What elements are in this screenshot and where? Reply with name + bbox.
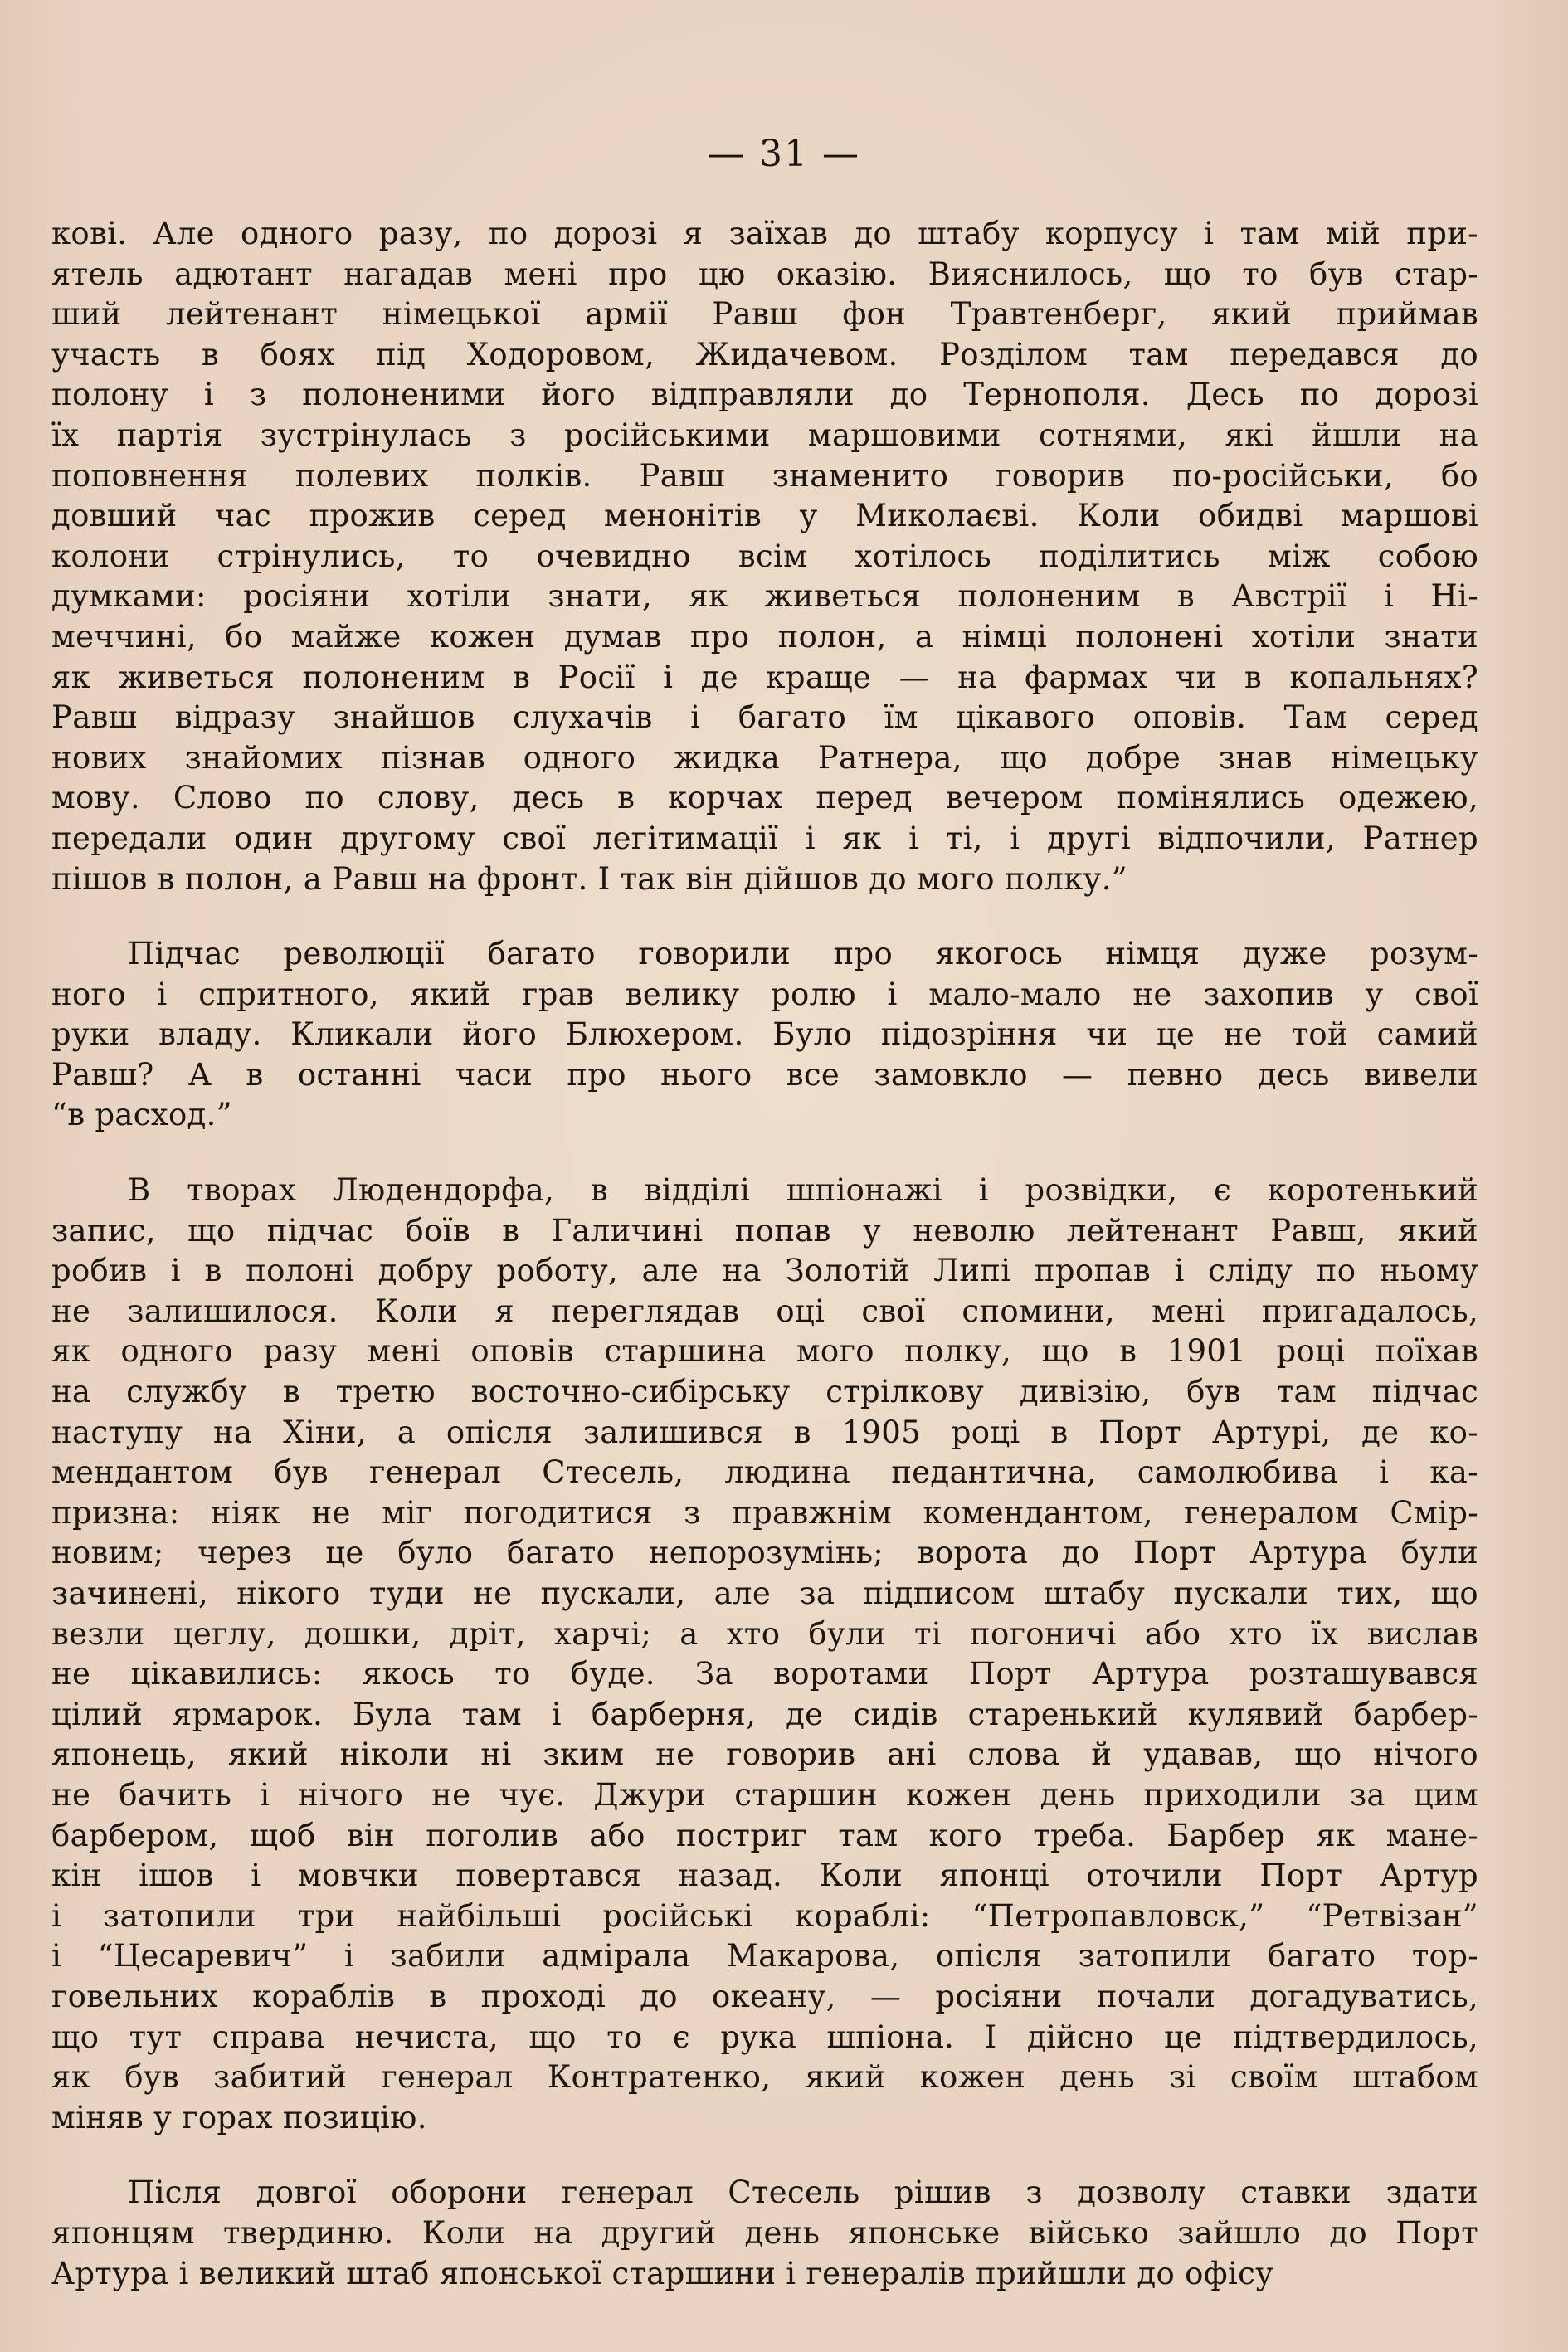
text-line: везли цеглу, дошки, дріт, харчі; а хто були ті погоничі або хто їх вислав	[51, 1615, 1478, 1652]
text-line: ного і спритного, який грав велику ролю і мало-мало не захопив у свої	[51, 976, 1478, 1012]
text-line: Равш відразу знайшов слухачів і багато їм цікавого оповів. Там серед	[51, 699, 1478, 736]
text-line: зачинені, нікого туди не пускали, але за підписом штабу пускали тих, що	[51, 1575, 1478, 1611]
text-line: В творах Людендорфа, в відділі шпіонажі і розвідки, є коротенький	[128, 1172, 1478, 1209]
paragraph	[51, 934, 1478, 1136]
text-line: пішов в полон, а Равш на фронт. І так він дійшов до мого полку.”	[51, 860, 1127, 897]
text-line: як одного разу мені оповів старшина мого полку, що в 1901 році поїхав	[51, 1333, 1478, 1370]
text-line: міняв у горах позицію.	[51, 2099, 427, 2135]
text-line: меччині, бо майже кожен думав про полон, а німці полонені хотіли знати	[51, 618, 1478, 655]
text-line: японцям твердиню. Коли на другий день японське військо зайшло до Порт	[51, 2214, 1478, 2251]
text-line: колони стрінулись, то очевидно всім хотілось поділитись між собою	[51, 538, 1478, 574]
text-line: не бачить і нічого не чує. Джури старшин кожен день приходили за цим	[51, 1776, 1478, 1813]
text-line: і затопили три найбільші російські кораблі: “Петропавловск,” “Ретвізан”	[51, 1897, 1478, 1934]
paragraph	[51, 214, 1478, 899]
text-line: призна: ніяк не міг погодитися з правжнім комендантом, генералом Смір-	[51, 1494, 1478, 1531]
text-line: не цікавились: якось то буде. За воротами Порт Артура розташувався	[51, 1656, 1478, 1692]
text-line: наступу на Хіни, а опісля залишився в 1905 році в Порт Артурі, де ко-	[51, 1414, 1478, 1450]
text-line: мову. Слово по слову, десь в корчах перед вечером помінялись одежею,	[51, 780, 1478, 816]
text-line: нових знайомих пізнав одного жидка Ратнера, що добре знав німецьку	[51, 739, 1478, 776]
text-line: не залишилося. Коли я переглядав оці свої спомини, мені пригадалось,	[51, 1293, 1478, 1329]
text-line: довший час прожив серед менонітів у Миколаєві. Коли обидві маршові	[51, 498, 1478, 534]
text-line: на службу в третю восточно-сибірську стрілкову дивізію, був там підчас	[51, 1374, 1478, 1410]
text-line: робив і в полоні добру роботу, але на Золотій Липі пропав і сліду по ньому	[51, 1253, 1478, 1289]
text-line: запис, що підчас боїв в Галичині попав у неволю лейтенант Равш, який	[51, 1212, 1478, 1249]
paragraph	[51, 2173, 1478, 2294]
text-line: ший лейтенант німецької армії Равш фон Травтенберг, який приймав	[51, 296, 1478, 333]
text-line: новим; через це було багато непорозумінь; ворота до Порт Артура були	[51, 1535, 1478, 1571]
text-line: як був забитий генерал Контратенко, який кожен день зі своїм штабом	[51, 2059, 1478, 2096]
text-line: кові. Але одного разу, по дорозі я заїхав до штабу корпусу і там мій при-	[51, 216, 1478, 251]
text-line: думками: росіяни хотіли знати, як живеться полоненим в Австрії і Ні-	[51, 578, 1478, 615]
text-line: передали один другому свої легітимації і як і ті, і другі відпочили, Ратнер	[51, 820, 1478, 856]
text-line: і “Цесаревич” і забили адмірала Макарова, опісля затопили багато тор-	[51, 1938, 1478, 1975]
text-line: Підчас революції багато говорили про якогось німця дуже розум-	[128, 936, 1478, 972]
page-number: — 31 —	[708, 133, 860, 175]
text-line: Після довгої оборони генерал Стесель рішив з дозволу ставки здати	[128, 2174, 1478, 2211]
text-line: полону і з полоненими його відправляли до Тернополя. Десь по дорозі	[51, 377, 1478, 413]
text-line: ятель адютант нагадав мені про цю оказію. Вияснилось, що то був стар-	[51, 256, 1478, 292]
text-line: як живеться полоненим в Росії і де краще — на фармах чи в копальнях?	[51, 659, 1478, 695]
text-line: мендантом був генерал Стесель, людина педантична, самолюбива і ка-	[51, 1454, 1478, 1491]
text-line: говельних кораблів в проході до океану, — росіяни почали догадуватись,	[51, 1978, 1478, 2014]
text-line: японець, який ніколи ні зким не говорив ані слова й удавав, що нічого	[51, 1736, 1478, 1773]
text-line: Артура і великий штаб японської старшини і генералів прийшли до офісу	[51, 2255, 1274, 2291]
paragraph	[51, 1171, 1478, 2138]
text-line: барбером, щоб він поголив або постриг там кого треба. Барбер як мане-	[51, 1817, 1478, 1853]
text-line: що тут справа нечиста, що то є рука шпіона. І дійсно це підтвердилось,	[51, 2018, 1478, 2055]
text-line: поповнення полевих полків. Равш знаменито говорив по-російськи, бо	[51, 457, 1478, 494]
text-line: кін ішов і мовчки повертався назад. Коли японці оточили Порт Артур	[51, 1858, 1478, 1894]
text-line: руки владу. Кликали його Блюхером. Було підозріння чи це не той самий	[51, 1016, 1478, 1053]
text-line: цілий ярмарок. Була там і барберня, де сидів старенький кулявий барбер-	[51, 1696, 1478, 1732]
body-text	[51, 214, 1478, 2329]
text-line: їх партія зустрінулась з російськими маршовими сотнями, які йшли на	[51, 416, 1478, 453]
text-line: “в расход.”	[51, 1097, 232, 1133]
text-line: участь в боях під Ходоровом, Жидачевом. Розділом там передався до	[51, 336, 1478, 373]
text-line: Равш? А в останні часи про нього все замовкло — певно десь вивели	[51, 1056, 1478, 1093]
